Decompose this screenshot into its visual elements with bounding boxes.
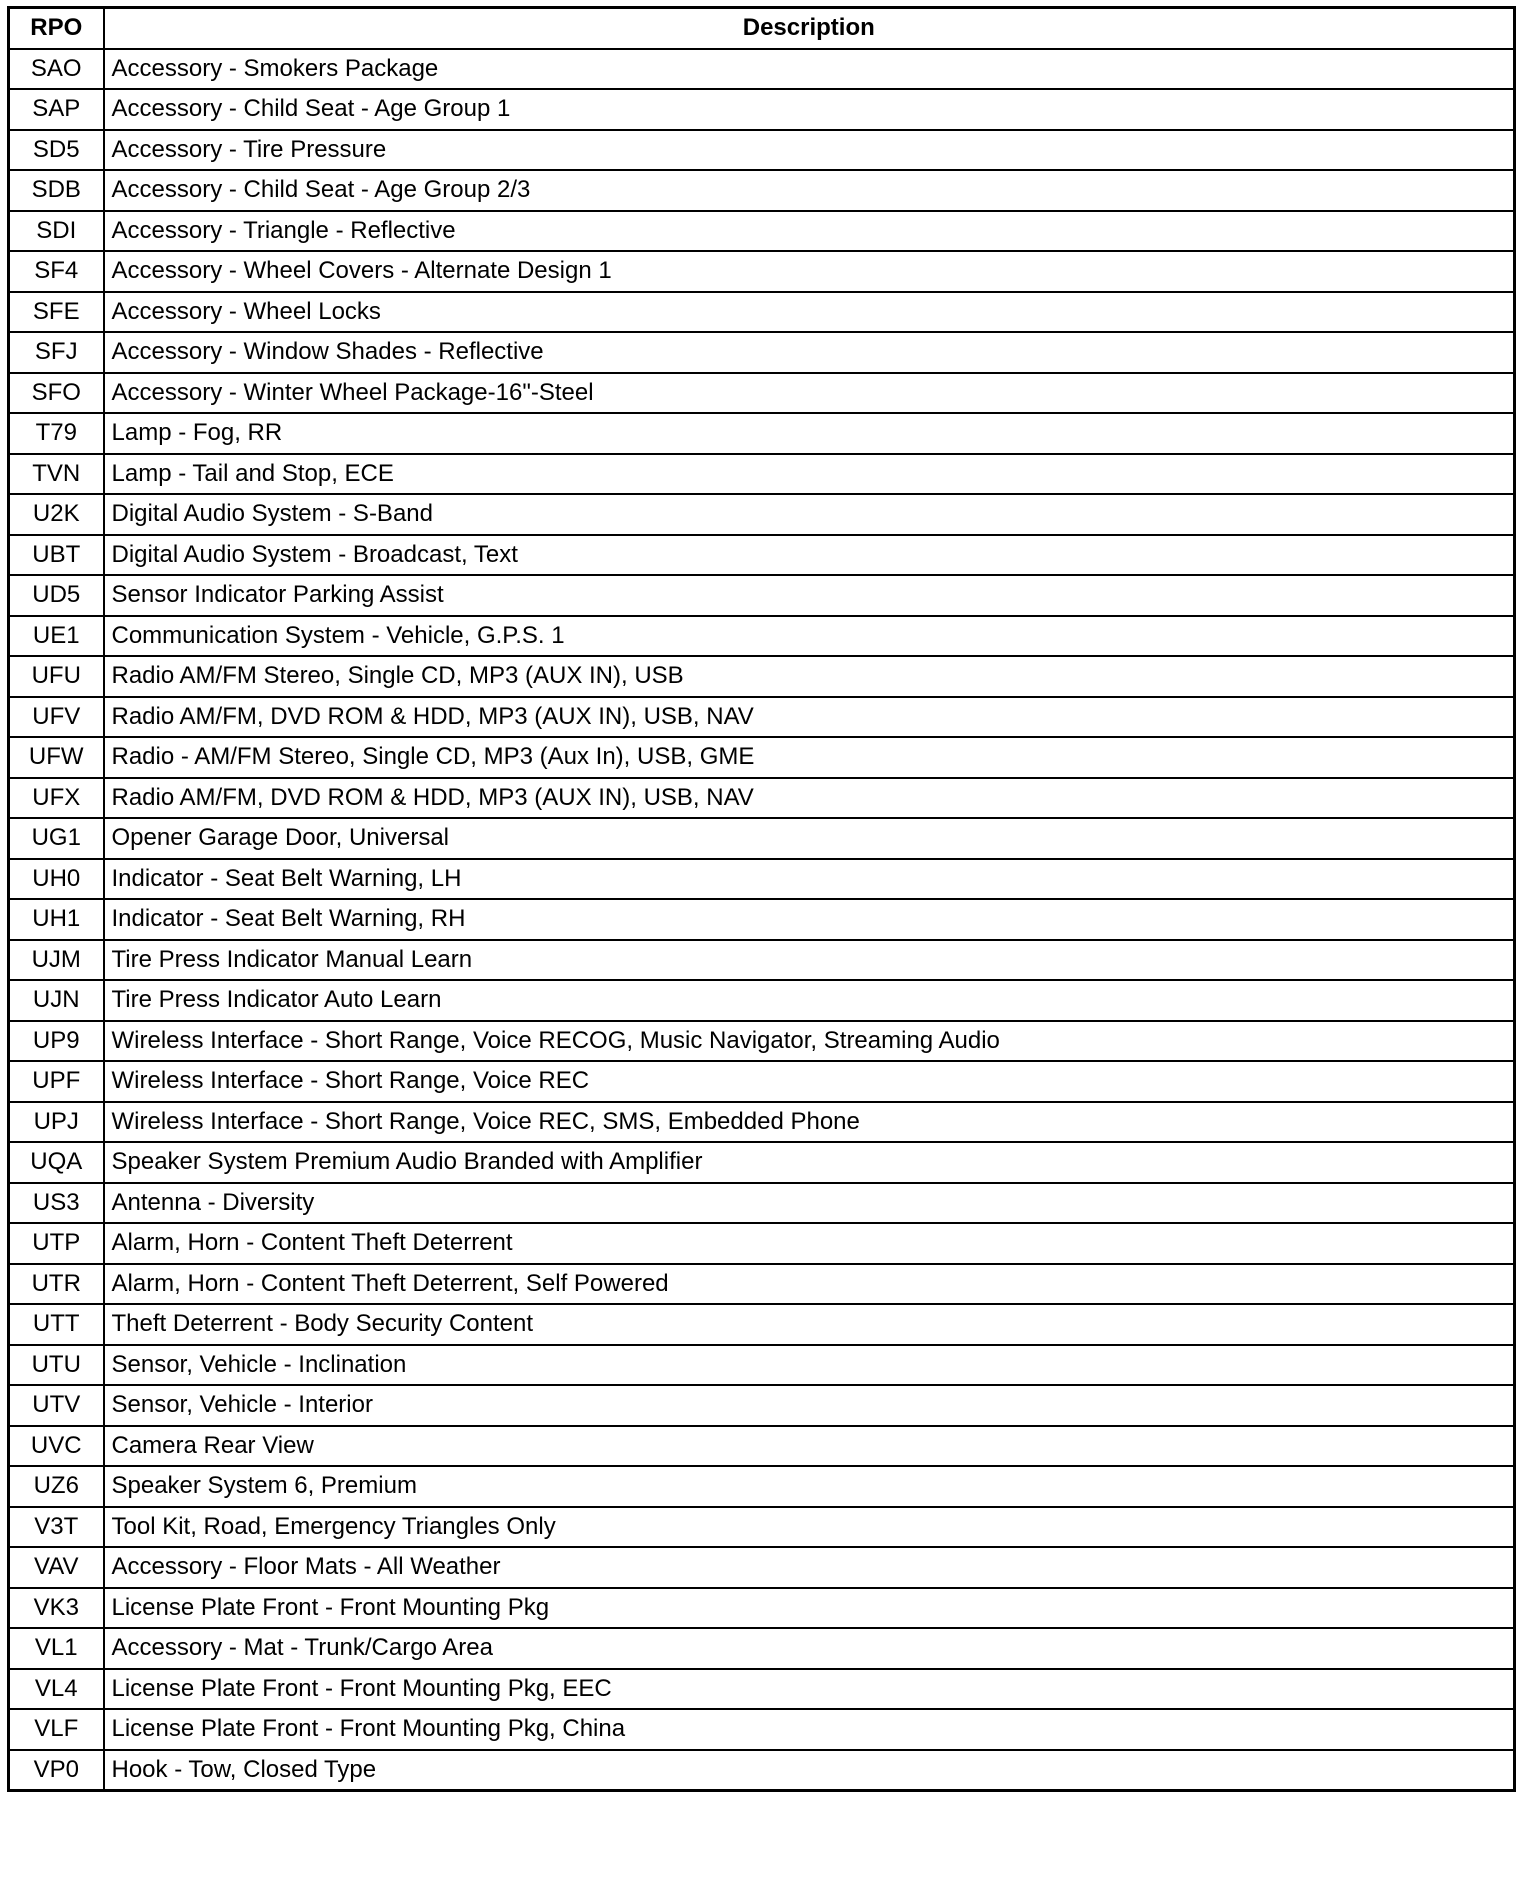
rpo-code-cell: SFO: [9, 373, 104, 414]
table-row: [9, 1709, 1515, 1750]
description-cell: Speaker System 6, Premium: [104, 1466, 1515, 1507]
rpo-code-cell: US3: [9, 1183, 104, 1224]
rpo-code-cell: UE1: [9, 616, 104, 657]
table-row: [9, 211, 1515, 252]
table-row: [9, 494, 1515, 535]
description-cell: Tool Kit, Road, Emergency Triangles Only: [104, 1507, 1515, 1548]
description-cell: Alarm, Horn - Content Theft Deterrent, Self Powered: [104, 1264, 1515, 1305]
table-row: [9, 1547, 1515, 1588]
description-cell: Accessory - Wheel Covers - Alternate Design 1: [104, 251, 1515, 292]
description-cell: Sensor, Vehicle - Inclination: [104, 1345, 1515, 1386]
table-row: [9, 535, 1515, 576]
description-cell: Radio AM/FM Stereo, Single CD, MP3 (AUX IN), USB: [104, 656, 1515, 697]
description-cell: Tire Press Indicator Manual Learn: [104, 940, 1515, 981]
rpo-code-cell: UTR: [9, 1264, 104, 1305]
header-description: Description: [104, 8, 1515, 49]
rpo-code-cell: SFJ: [9, 332, 104, 373]
description-cell: Theft Deterrent - Body Security Content: [104, 1304, 1515, 1345]
table-row: [9, 1061, 1515, 1102]
description-cell: Radio AM/FM, DVD ROM & HDD, MP3 (AUX IN), USB, NAV: [104, 778, 1515, 819]
table-row: [9, 616, 1515, 657]
rpo-code-cell: SDI: [9, 211, 104, 252]
table-row: [9, 89, 1515, 130]
description-cell: Hook - Tow, Closed Type: [104, 1750, 1515, 1791]
rpo-code-cell: UBT: [9, 535, 104, 576]
description-cell: Sensor Indicator Parking Assist: [104, 575, 1515, 616]
rpo-code-cell: SAO: [9, 49, 104, 90]
description-cell: Indicator - Seat Belt Warning, LH: [104, 859, 1515, 900]
description-cell: Accessory - Child Seat - Age Group 2/3: [104, 170, 1515, 211]
description-cell: Sensor, Vehicle - Interior: [104, 1385, 1515, 1426]
rpo-code-cell: UPF: [9, 1061, 104, 1102]
description-cell: Lamp - Fog, RR: [104, 413, 1515, 454]
description-cell: Antenna - Diversity: [104, 1183, 1515, 1224]
description-cell: License Plate Front - Front Mounting Pkg, EEC: [104, 1669, 1515, 1710]
table-row: [9, 778, 1515, 819]
table-row: [9, 1223, 1515, 1264]
rpo-code-cell: T79: [9, 413, 104, 454]
rpo-code-cell: UJN: [9, 980, 104, 1021]
table-row: [9, 737, 1515, 778]
description-cell: Speaker System Premium Audio Branded with Amplifier: [104, 1142, 1515, 1183]
rpo-code-cell: UH1: [9, 899, 104, 940]
table-row: [9, 1385, 1515, 1426]
rpo-code-cell: VAV: [9, 1547, 104, 1588]
table-row: [9, 332, 1515, 373]
description-cell: Tire Press Indicator Auto Learn: [104, 980, 1515, 1021]
description-cell: Radio AM/FM, DVD ROM & HDD, MP3 (AUX IN), USB, NAV: [104, 697, 1515, 738]
table-row: [9, 1507, 1515, 1548]
table-row: [9, 980, 1515, 1021]
table-row: [9, 656, 1515, 697]
rpo-table: [7, 6, 1516, 1792]
rpo-code-cell: UTP: [9, 1223, 104, 1264]
table-row: [9, 170, 1515, 211]
table-row: [9, 373, 1515, 414]
rpo-code-cell: UH0: [9, 859, 104, 900]
description-cell: Accessory - Child Seat - Age Group 1: [104, 89, 1515, 130]
rpo-code-cell: UQA: [9, 1142, 104, 1183]
rpo-code-cell: U2K: [9, 494, 104, 535]
rpo-code-cell: VLF: [9, 1709, 104, 1750]
rpo-code-cell: UFX: [9, 778, 104, 819]
rpo-code-cell: VK3: [9, 1588, 104, 1629]
description-cell: Accessory - Mat - Trunk/Cargo Area: [104, 1628, 1515, 1669]
rpo-code-cell: UJM: [9, 940, 104, 981]
table-row: [9, 899, 1515, 940]
rpo-code-cell: VL4: [9, 1669, 104, 1710]
description-cell: License Plate Front - Front Mounting Pkg: [104, 1588, 1515, 1629]
description-cell: Digital Audio System - Broadcast, Text: [104, 535, 1515, 576]
table-row: [9, 697, 1515, 738]
rpo-code-cell: SD5: [9, 130, 104, 171]
table-row: [9, 940, 1515, 981]
table-row: [9, 818, 1515, 859]
table-row: [9, 251, 1515, 292]
description-cell: Communication System - Vehicle, G.P.S. 1: [104, 616, 1515, 657]
table-row: [9, 130, 1515, 171]
description-cell: Wireless Interface - Short Range, Voice REC, SMS, Embedded Phone: [104, 1102, 1515, 1143]
table-row: [9, 1426, 1515, 1467]
table-row: [9, 1142, 1515, 1183]
description-cell: Wireless Interface - Short Range, Voice REC: [104, 1061, 1515, 1102]
rpo-code-cell: UP9: [9, 1021, 104, 1062]
description-cell: Accessory - Tire Pressure: [104, 130, 1515, 171]
description-cell: Accessory - Smokers Package: [104, 49, 1515, 90]
rpo-code-cell: SDB: [9, 170, 104, 211]
table-row: [9, 1021, 1515, 1062]
description-cell: Digital Audio System - S-Band: [104, 494, 1515, 535]
description-cell: Radio - AM/FM Stereo, Single CD, MP3 (Aux In), USB, GME: [104, 737, 1515, 778]
rpo-code-cell: TVN: [9, 454, 104, 495]
description-cell: Lamp - Tail and Stop, ECE: [104, 454, 1515, 495]
table-row: [9, 1466, 1515, 1507]
rpo-code-cell: UTU: [9, 1345, 104, 1386]
rpo-code-cell: VP0: [9, 1750, 104, 1791]
rpo-code-cell: UTT: [9, 1304, 104, 1345]
description-cell: Opener Garage Door, Universal: [104, 818, 1515, 859]
table-row: [9, 1750, 1515, 1791]
table-row: [9, 1669, 1515, 1710]
table-body: [9, 49, 1515, 1791]
rpo-code-cell: SFE: [9, 292, 104, 333]
table-row: [9, 859, 1515, 900]
description-cell: Camera Rear View: [104, 1426, 1515, 1467]
rpo-code-cell: UTV: [9, 1385, 104, 1426]
table-row: [9, 575, 1515, 616]
rpo-code-cell: VL1: [9, 1628, 104, 1669]
description-cell: License Plate Front - Front Mounting Pkg, China: [104, 1709, 1515, 1750]
description-cell: Accessory - Window Shades - Reflective: [104, 332, 1515, 373]
description-cell: Accessory - Floor Mats - All Weather: [104, 1547, 1515, 1588]
table-row: [9, 1628, 1515, 1669]
description-cell: Accessory - Wheel Locks: [104, 292, 1515, 333]
rpo-code-cell: UPJ: [9, 1102, 104, 1143]
description-cell: Alarm, Horn - Content Theft Deterrent: [104, 1223, 1515, 1264]
table-row: [9, 1304, 1515, 1345]
rpo-code-cell: UFW: [9, 737, 104, 778]
table-row: [9, 1183, 1515, 1224]
table-row: [9, 1264, 1515, 1305]
description-cell: Indicator - Seat Belt Warning, RH: [104, 899, 1515, 940]
table-row: [9, 1102, 1515, 1143]
rpo-code-cell: SAP: [9, 89, 104, 130]
table-row: [9, 49, 1515, 90]
table-row: [9, 292, 1515, 333]
header-rpo: RPO: [9, 8, 104, 49]
rpo-code-cell: UFU: [9, 656, 104, 697]
table-header-row: [9, 8, 1515, 49]
table-row: [9, 454, 1515, 495]
rpo-code-cell: UFV: [9, 697, 104, 738]
table-row: [9, 413, 1515, 454]
rpo-code-cell: UZ6: [9, 1466, 104, 1507]
rpo-code-cell: SF4: [9, 251, 104, 292]
rpo-code-cell: V3T: [9, 1507, 104, 1548]
rpo-code-cell: UG1: [9, 818, 104, 859]
description-cell: Accessory - Winter Wheel Package-16"-Steel: [104, 373, 1515, 414]
rpo-code-cell: UD5: [9, 575, 104, 616]
rpo-code-cell: UVC: [9, 1426, 104, 1467]
table-row: [9, 1345, 1515, 1386]
description-cell: Accessory - Triangle - Reflective: [104, 211, 1515, 252]
table-row: [9, 1588, 1515, 1629]
description-cell: Wireless Interface - Short Range, Voice RECOG, Music Navigator, Streaming Audio: [104, 1021, 1515, 1062]
